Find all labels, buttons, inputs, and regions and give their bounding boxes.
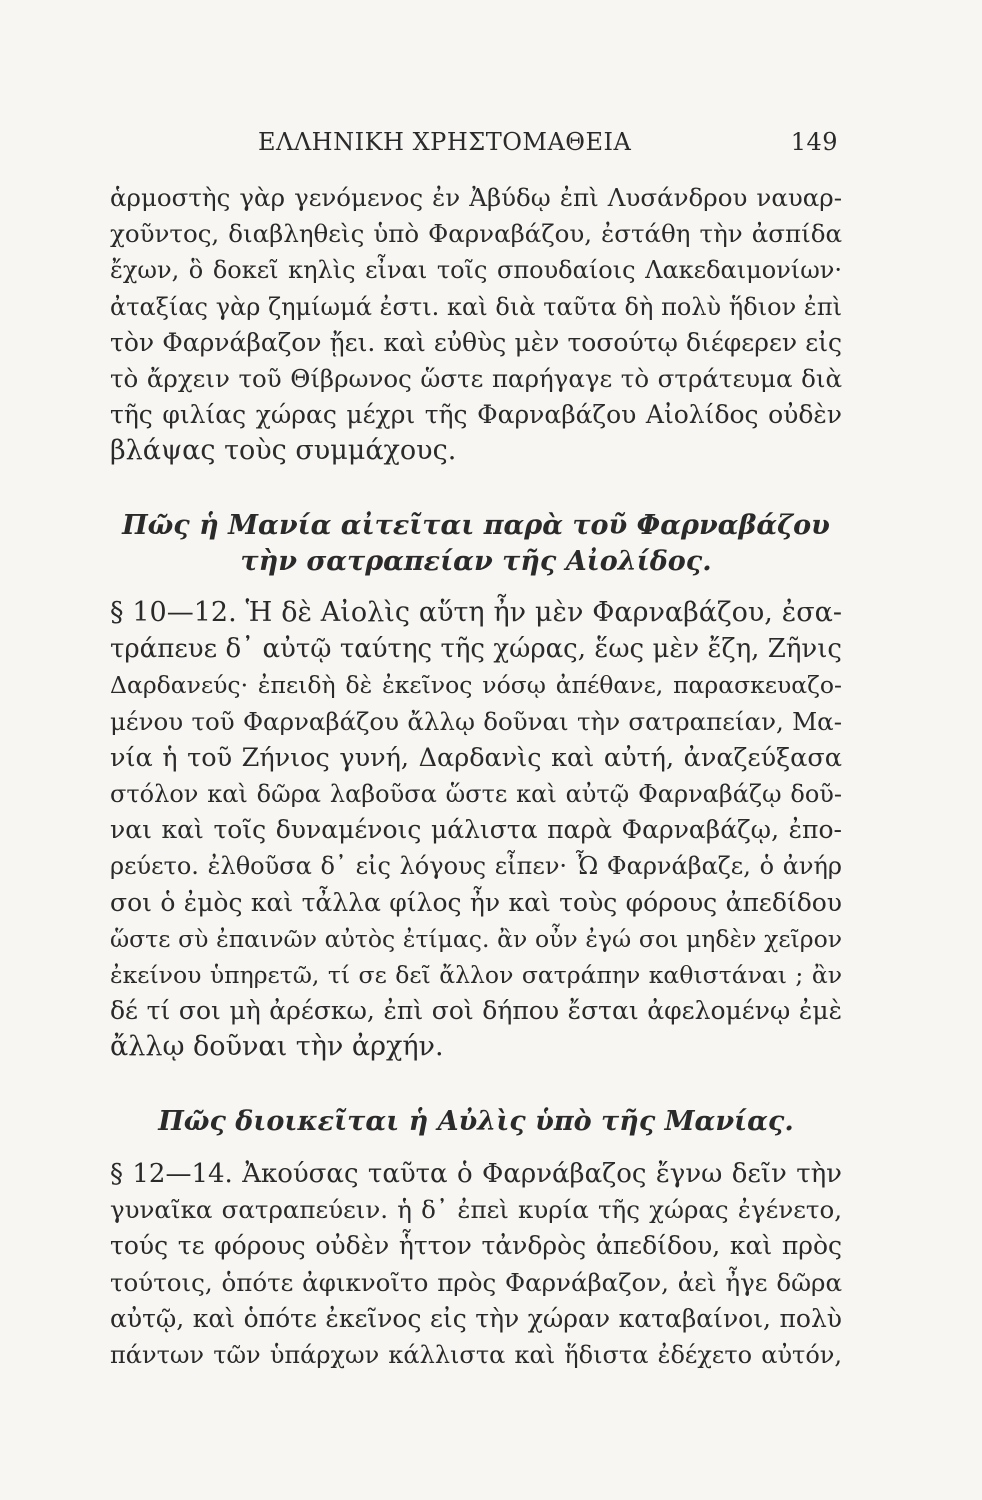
paragraph-3 — [110, 1156, 842, 1373]
text-line: στόλον καὶ δῶρα λαβοῦσα ὥστε καὶ αὐτῷ Φαρναβάζῳ δοῦ- — [110, 779, 842, 808]
text-line: ρεύετο. ἐλθοῦσα δ᾽ εἰς λόγους εἶπεν· Ὦ Φαρνάβαζε, ὁ ἀνήρ — [110, 852, 842, 881]
text-line: § 12—14. Ἀκούσας ταῦτα ὁ Φαρνάβαζος ἔγνω δεῖν τὴν — [110, 1159, 842, 1189]
text-line: ἁρμοστὴς γὰρ γενόμενος ἐν Ἀβύδῳ ἐπὶ Λυσάνδρου ναυαρ- — [110, 183, 842, 212]
heading-line: Πῶς διοικεῖται ἡ Αὐλὶς ὑπὸ τῆς Μανίας. — [158, 1106, 794, 1137]
text-line: γυναῖκα σατραπεύειν. ἡ δ᾽ ἐπεὶ κυρία τῆς χώρας ἐγένετο, — [110, 1195, 842, 1225]
text-line: ἀταξίας γὰρ ζημίωμά ἐστι. καὶ διὰ ταῦτα δὴ πολὺ ἥδιον ἐπὶ — [110, 292, 842, 321]
text-line: ναι καὶ τοῖς δυναμένοις μάλιστα παρὰ Φαρναβάζῳ, ἐπο- — [110, 815, 842, 845]
paragraph-1 — [110, 180, 842, 470]
text-line: βλάψας τοὺς συμμάχους. — [110, 435, 457, 467]
text-line: τράπευε δ᾽ αὐτῷ ταύτης τῆς χώρας, ἕως μὲν ἔζη, Ζῆνις — [110, 634, 842, 665]
text-line: Δαρδανεύς· ἐπειδὴ δὲ ἐκεῖνος νόσῳ ἀπέθανε, παρασκευαζο- — [110, 671, 842, 700]
text-line: τούς τε φόρους οὐδὲν ἧττον τἀνδρὸς ἀπεδίδου, καὶ πρὸς — [110, 1231, 842, 1261]
text-line: μένου τοῦ Φαρναβάζου ἄλλῳ δοῦναι τὴν σατραπείαν, Μα- — [110, 706, 842, 736]
text-line: αὐτῷ, καὶ ὁπότε ἐκεῖνος εἰς τὴν χώραν καταβαίνοι, πολὺ — [110, 1303, 842, 1333]
page-number: 149 — [790, 128, 838, 156]
text-line: ἔχων, ὃ δοκεῖ κηλὶς εἶναι τοῖς σπουδαίοις Λακεδαιμονίων· — [110, 256, 842, 285]
text-line: χοῦντος, διαβληθεὶς ὑπὸ Φαρναβάζου, ἐστάθη τὴν ἀσπίδα — [110, 219, 842, 249]
paragraph-2 — [110, 595, 842, 1065]
section-heading-2 — [110, 1104, 842, 1140]
text-line: τούτοις, ὁπότε ἀφικνοῖτο πρὸς Φαρνάβαζον, ἀεὶ ἦγε δῶρα — [110, 1267, 842, 1297]
text-line: τὸ ἄρχειν τοῦ Θίβρωνος ὥστε παρήγαγε τὸ στράτευμα διὰ — [110, 363, 842, 393]
heading-line: Πῶς ἡ Μανία αἰτεῖται παρὰ τοῦ Φαρναβάζου — [122, 510, 830, 541]
running-title: ΕΛΛΗΝΙΚΗ ΧΡΗΣΤΟΜΑΘΕΙΑ — [258, 128, 632, 156]
text-line: σοι ὁ ἐμὸς καὶ τἆλλα φίλος ἦν καὶ τοὺς φόρους ἀπεδίδου — [110, 887, 842, 917]
text-line: τῆς φιλίας χώρας μέχρι τῆς Φαρναβάζου Αἰολίδος οὐδὲν — [110, 400, 842, 430]
text-line: ἐκείνου ὑπηρετῶ, τί σε δεῖ ἄλλον σατράπην καθιστάναι ; ἂν — [110, 960, 842, 989]
section-heading-1 — [110, 508, 842, 580]
text-line: ἄλλῳ δοῦναι τὴν ἀρχήν. — [110, 1031, 444, 1063]
text-line: § 10—12. Ἡ δὲ Αἰολὶς αὕτη ἦν μὲν Φαρναβάζου, ἐσα- — [110, 597, 842, 628]
text-line: τὸν Φαρνάβαζον ᾔει. καὶ εὐθὺς μὲν τοσούτῳ διέφερεν εἰς — [110, 327, 842, 357]
text-line: ὥστε σὺ ἐπαινῶν αὐτὸς ἐτίμας. ἂν οὖν ἐγώ σοι μηδὲν χεῖρον — [110, 924, 842, 953]
text-line: πάντων τῶν ὑπάρχων κάλλιστα καὶ ἥδιστα ἐδέχετο αὐτόν, — [110, 1340, 842, 1369]
text-line: νία ἡ τοῦ Ζήνιος γυνή, Δαρδανὶς καὶ αὐτή, ἀναζεύξασα — [110, 742, 842, 773]
text-line: δέ τί σοι μὴ ἀρέσκω, ἐπὶ σοὶ δήπου ἔσται ἀφελομένῳ ἐμὲ — [110, 996, 842, 1026]
heading-line: τὴν σατραπείαν τῆς Αἰολίδος. — [240, 546, 712, 577]
